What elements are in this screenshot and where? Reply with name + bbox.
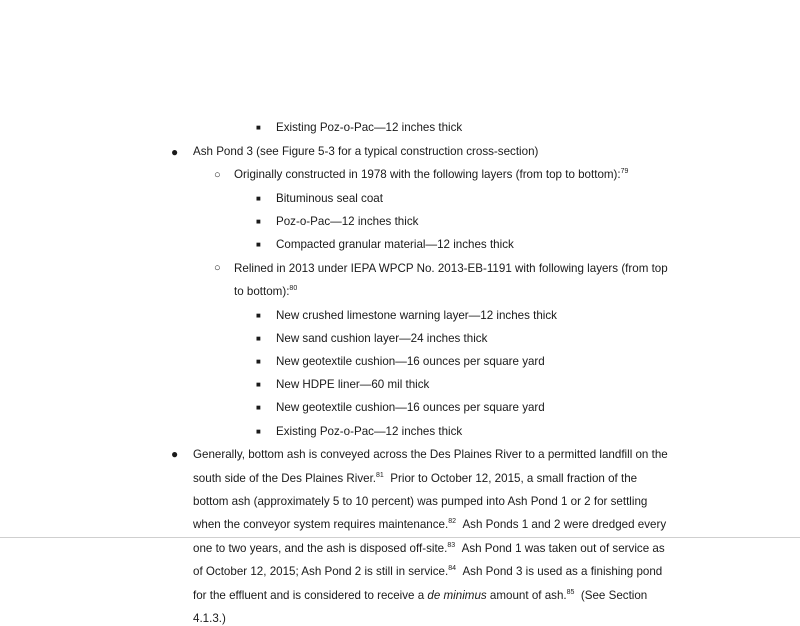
bullet-dot-icon: ● <box>171 447 179 461</box>
square-bullet-icon: ■ <box>256 217 261 226</box>
footnote-ref: 85 <box>566 589 575 596</box>
square-bullet-icon: ■ <box>256 123 261 132</box>
paragraph-line: of October 12, 2015; Ash Pond 2 is still in service.$^{84}$ Ash Pond 3 is used as a finishing pond <box>193 565 663 578</box>
italic-term: de minimus <box>427 589 487 602</box>
footnote-ref: 80 <box>289 285 298 292</box>
square-bullet-icon: ■ <box>256 427 261 436</box>
footnote-ref: 81 <box>376 472 384 479</box>
paragraph-line: bottom ash (approximately 5 to 10 percent) was pumped into Ash Pond 1 or 2 for settling <box>193 495 648 508</box>
square-bullet-icon: ■ <box>256 311 261 320</box>
paragraph-line: south side of the Des Plaines River.$^{81}$ Prior to October 12, 2015, a small fraction of the <box>193 472 638 485</box>
paragraph-line: for the effluent and is considered to receive a de minimus amount of ash.$^{85}$ (See Section <box>193 589 648 602</box>
scan-line-divider <box>0 537 800 538</box>
square-bullet-icon: ■ <box>256 334 261 343</box>
list-item: Poz-o-Pac—12 inches thick <box>276 215 419 228</box>
list-item: Existing Poz-o-Pac—12 inches thick <box>276 425 463 438</box>
list-item: New geotextile cushion—16 ounces per square yard <box>276 355 545 368</box>
list-item: New geotextile cushion—16 ounces per square yard <box>276 401 545 414</box>
footnote-ref: 84 <box>448 565 456 572</box>
list-item: New HDPE liner—60 mil thick <box>276 378 430 391</box>
square-bullet-icon: ■ <box>256 403 261 412</box>
paragraph-line: one to two years, and the ash is disposed off-site.$^{83}$ Ash Pond 1 was taken out of service as <box>193 542 665 555</box>
footnote-ref: 79 <box>620 168 629 175</box>
square-bullet-icon: ■ <box>256 357 261 366</box>
list-item: New crushed limestone warning layer—12 inches thick <box>276 309 557 322</box>
list-item: Compacted granular material—12 inches thick <box>276 238 514 251</box>
square-bullet-icon: ■ <box>256 194 261 203</box>
circle-bullet-icon: ○ <box>214 169 221 181</box>
list-item: Bituminous seal coat <box>276 192 383 205</box>
list-item: Ash Pond 3 (see Figure 5-3 for a typical construction cross-section) <box>193 145 539 158</box>
square-bullet-icon: ■ <box>256 240 261 249</box>
list-item: Existing Poz-o-Pac—12 inches thick <box>276 121 463 134</box>
square-bullet-icon: ■ <box>256 380 261 389</box>
circle-bullet-icon: ○ <box>214 262 221 274</box>
list-item: Originally constructed in 1978 with the following layers (from top to bottom):$^{79}$ <box>234 168 629 181</box>
list-item-continuation: to bottom):$^{80}$ <box>234 285 298 298</box>
paragraph-line: when the conveyor system requires maintenance.$^{82}$ Ash Ponds 1 and 2 were dredged every <box>193 518 667 531</box>
list-item: New sand cushion layer—24 inches thick <box>276 332 488 345</box>
paragraph-line: Generally, bottom ash is conveyed across the Des Plaines River to a permitted landfill on the <box>193 448 668 461</box>
footnote-ref: 83 <box>447 542 456 549</box>
list-item: Relined in 2013 under IEPA WPCP No. 2013-EB-1191 with following layers (from top <box>234 262 668 275</box>
bullet-dot-icon: ● <box>171 145 179 159</box>
footnote-ref: 82 <box>448 518 456 525</box>
paragraph-line: 4.1.3.) <box>193 612 226 625</box>
